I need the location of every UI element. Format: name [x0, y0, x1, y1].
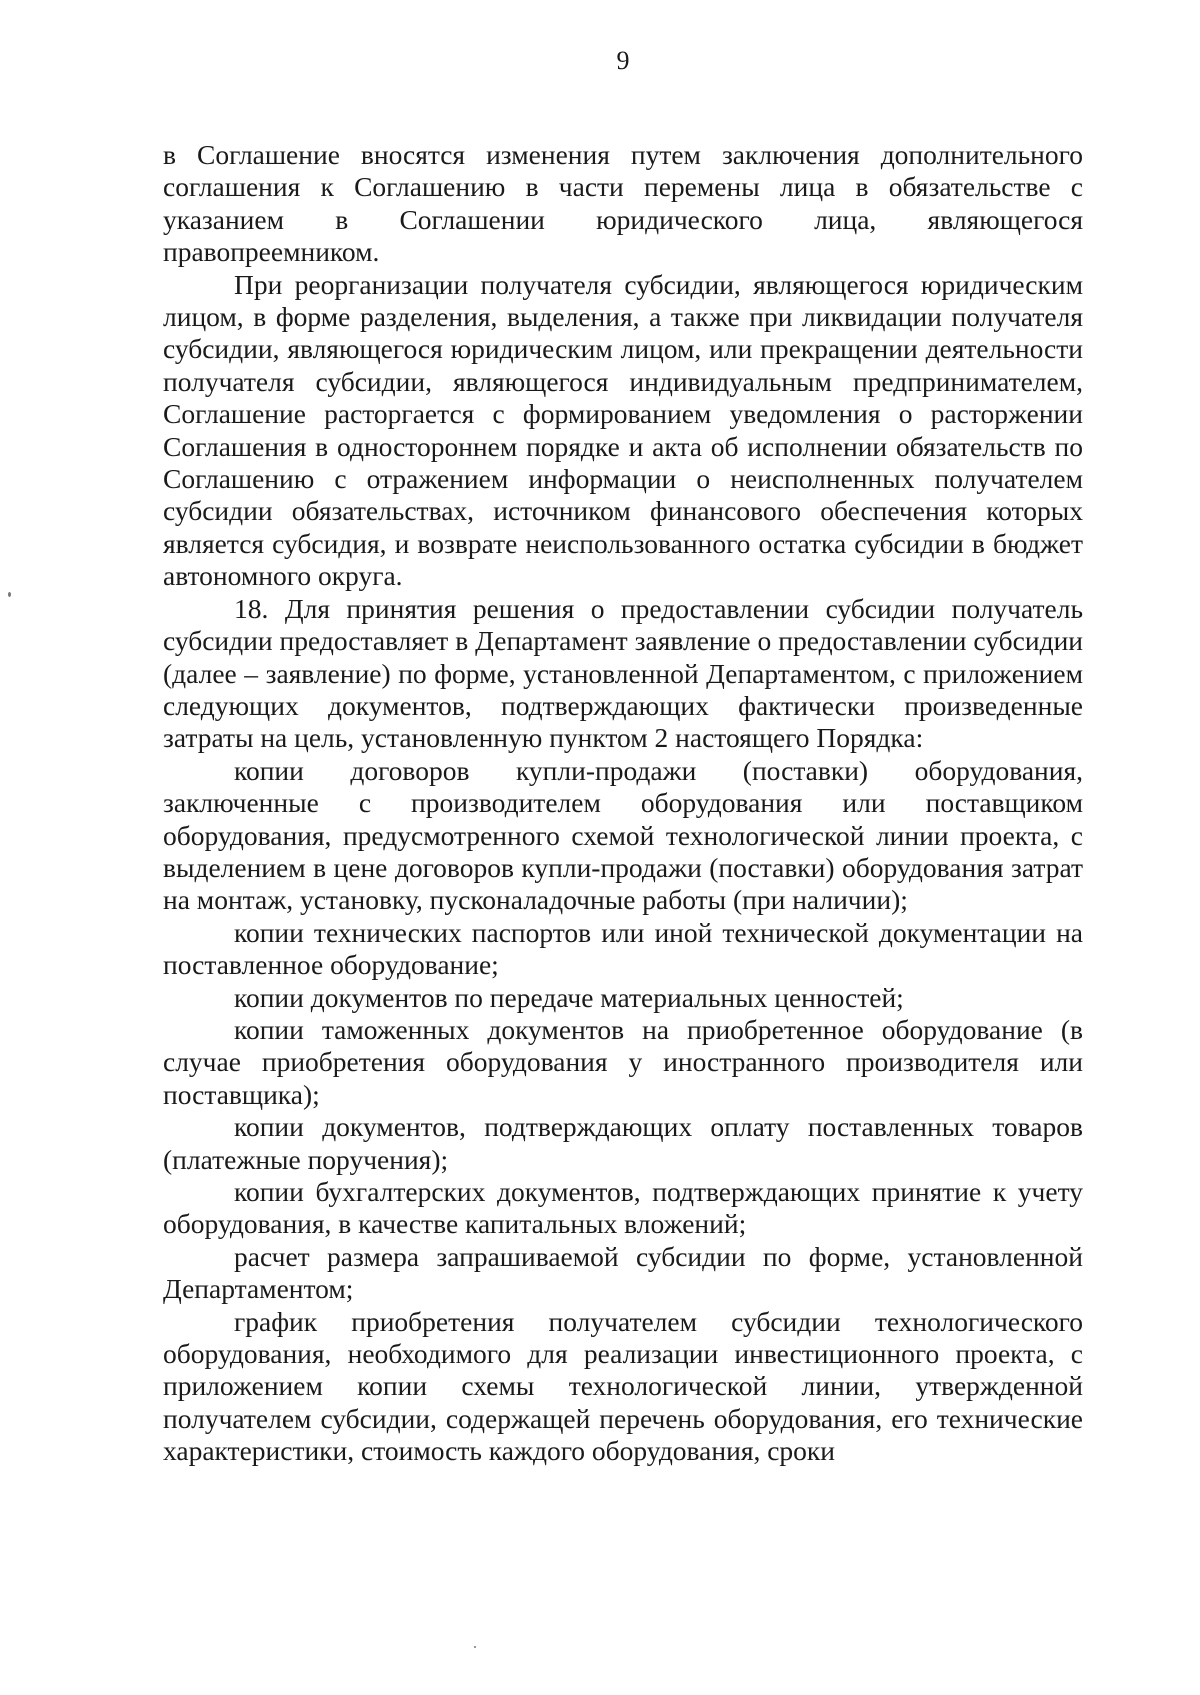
list-item: копии технических паспортов или иной технической документации на поставленное оборудование; [163, 916, 1083, 981]
list-item: копии таможенных документов на приобретенное оборудование (в случае приобретения оборудования у иностранного производителя или поставщика); [163, 1013, 1083, 1110]
list-item: копии документов по передаче материальных ценностей; [234, 981, 904, 1013]
list-item: копии бухгалтерских документов, подтверждающих принятие к учету оборудования, в качестве капитальных вложений; [163, 1176, 1083, 1240]
list-item: копии договоров купли-продажи (поставки) оборудования, заключенные с производителем оборудования или поставщиком оборудования, предусмотренного схемой технологической линии проекта, с выделением в цене договоров купли-продажи (поставки) оборудования затрат на монтаж, установку, пусконаладочные работы (при наличии); [163, 754, 1083, 916]
list-item: график приобретения получателем субсидии технологического оборудования, необходимого для реализации инвестиционного проекта, с приложением копии схемы технологической линии, утвержденной получателем субсидии, содержащей перечень оборудования, его технические характеристики, стоимость каждого оборудования, сроки [163, 1305, 1083, 1467]
paragraph: в Соглашение вносятся изменения путем заключения дополнительного соглашения к Соглашению в части перемены лица в обязательстве с указанием в Соглашении юридического лица, являющегося правопреемником. [163, 139, 1083, 268]
scan-speck [8, 592, 11, 597]
list-item: расчет размера запрашиваемой субсидии по форме, установленной Департаментом; [163, 1240, 1083, 1305]
page-number: 9 [616, 46, 630, 75]
document-body [163, 139, 1083, 1468]
paragraph: 18. Для принятия решения о предоставлении субсидии получатель субсидии предоставляет в Департамент заявление о предоставлении субсидии (далее – заявление) по форме, установленной Департаментом, с приложением следующих документов, подтверждающих фактически произведенные затраты на цель, установленную пунктом 2 настоящего Порядка: [163, 592, 1083, 754]
paragraph: При реорганизации получателя субсидии, являющегося юридическим лицом, в форме разделения, выделения, а также при ликвидации получателя субсидии, являющегося юридическим лицом, или прекращении деятельности получателя субсидии, являющегося индивидуальным предпринимателем, Соглашение расторгается с формированием уведомления о расторжении Соглашения в одностороннем порядке и акта об исполнении обязательств по Соглашению с отражением информации о неисполненных получателем субсидии обязательствах, источником финансового обеспечения которых является субсидия, и возврате неиспользованного остатка субсидии в бюджет автономного округа. [163, 268, 1083, 592]
scan-speck [474, 1646, 476, 1648]
list-item: копии документов, подтверждающих оплату поставленных товаров (платежные поручения); [163, 1111, 1083, 1175]
